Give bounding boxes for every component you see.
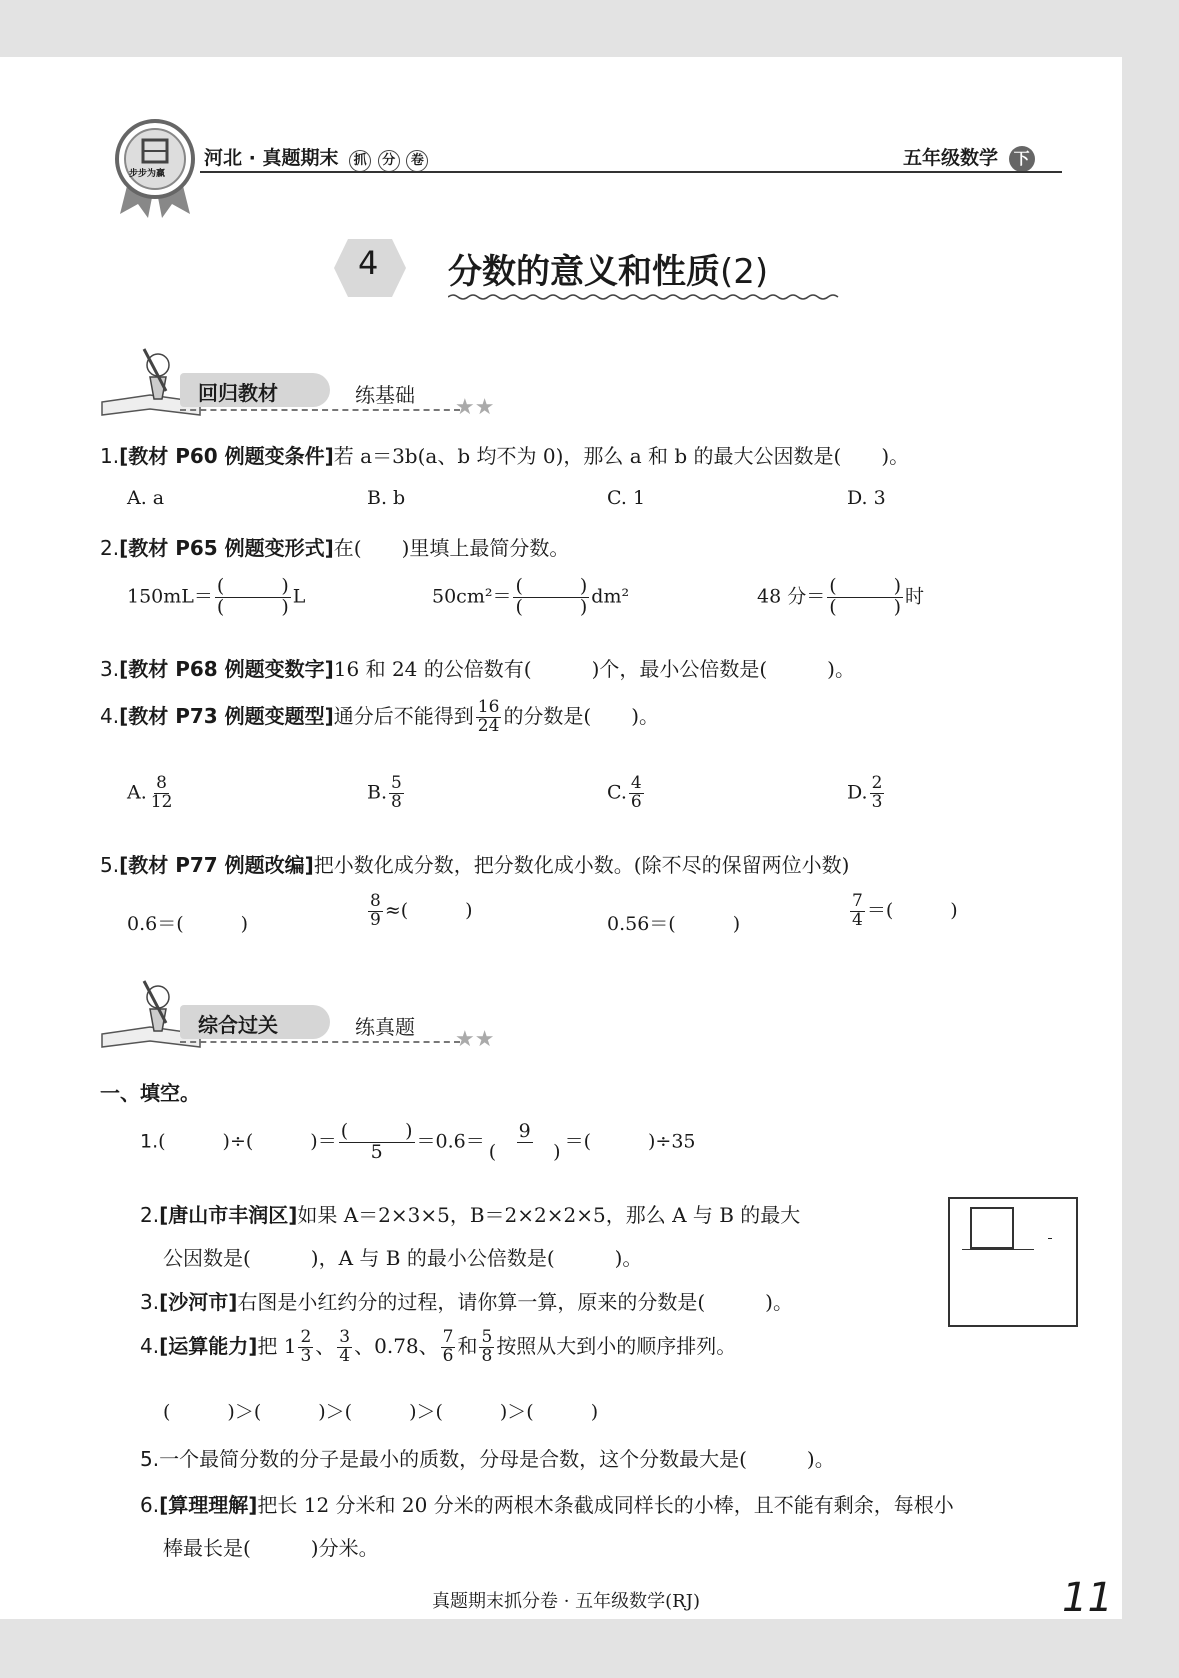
section1-sub: 练基础: [355, 383, 415, 407]
q1-option-a[interactable]: A. a: [127, 487, 165, 509]
chapter-title-underline: [448, 293, 844, 301]
question-2: 2.[教材 P65 例题变形式]在( )里填上最简分数。: [100, 536, 570, 560]
section1-label: 回归教材: [198, 381, 278, 405]
question-3: 3.[教材 P68 例题变数字]16 和 24 的公倍数有( )个，最小公倍数是( )。: [100, 657, 855, 681]
q4-option-d[interactable]: D. $\frac{2}{3}$: [847, 773, 883, 812]
section2-label: 综合过关: [198, 1013, 278, 1037]
section2-dashed-rule: [180, 1041, 460, 1043]
q1-option-b[interactable]: B. b: [367, 487, 406, 509]
chapter-title: 分数的意义和性质(2): [448, 252, 769, 292]
q2-item-1: 150mL＝ $\frac{( )}{( )}$ L: [127, 575, 306, 618]
blank-square[interactable]: [970, 1207, 1014, 1249]
figure-result: [1046, 1227, 1054, 1248]
fill-blank-1: 1.( )÷( )＝ $\frac{( )}{5}$ ＝0.6＝ $\frac{9}{( )}$ ＝( )÷35: [140, 1120, 696, 1163]
q1-option-d[interactable]: D. 3: [847, 487, 886, 509]
q4-option-b[interactable]: B. $\frac{5}{8}$: [367, 773, 402, 812]
section2-sub: 练真题: [355, 1015, 415, 1039]
grade-badge: 下: [1009, 146, 1035, 172]
footer-text: 真题期末抓分卷 · 五年级数学(RJ): [432, 1591, 700, 1612]
fill-blank-2: 2.[唐山市丰润区]如果 A＝2×3×5，B＝2×2×2×5，那么 A 与 B 的最大: [140, 1203, 801, 1227]
header-right-title: 五年级数学 下: [903, 143, 1035, 172]
header-left-title: 河北 · 真题期末 抓 分 卷: [204, 143, 428, 172]
q1-option-c[interactable]: C. 1: [607, 487, 646, 509]
part1-heading: 一、填空。: [100, 1081, 200, 1105]
q4-option-a[interactable]: A. $\frac{8}{12}$: [127, 773, 173, 812]
reduction-figure: [948, 1197, 1078, 1327]
fill-blank-3: 3.[沙河市]右图是小红约分的过程，请你算一算，原来的分数是( )。: [140, 1290, 793, 1314]
chapter-number: 4: [358, 244, 379, 282]
q5-item-1: 0.6＝( ): [127, 913, 249, 935]
star-icon-2: ★★: [455, 1027, 495, 1052]
q4-option-c[interactable]: C. $\frac{4}{6}$: [607, 773, 642, 812]
fill-blank-4: 4.[运算能力]把 1 $\frac{2}{3}$ 、 $\frac{3}{4}$ 、0.78、 $\frac{7}{6}$ 和 $\frac{5}{8}$ 按照从大到小的顺序排列。: [140, 1327, 737, 1366]
fill-blank-2-line2: 公因数是( )，A 与 B 的最小公倍数是( )。: [163, 1246, 643, 1270]
page-number: 11: [1062, 1575, 1113, 1621]
q5-item-4: $\frac{7}{4}$ ＝( ): [852, 891, 958, 930]
worksheet-page: [0, 57, 1122, 1619]
header-rule: [200, 171, 1062, 173]
section1-dashed-rule: [180, 409, 460, 411]
fill-blank-6-line2: 棒最长是( )分米。: [163, 1536, 379, 1560]
question-5: 5.[教材 P77 例题改编]把小数化成分数，把分数化成小数。(除不尽的保留两位小数): [100, 853, 850, 877]
fraction-bar: [962, 1249, 1034, 1250]
badge-text: 步步为赢: [129, 169, 166, 179]
q2-item-3: 48 分＝ $\frac{( )}{( )}$ 时: [757, 575, 925, 618]
q5-item-2: $\frac{8}{9}$ ≈( ): [370, 891, 473, 930]
question-4: 4.[教材 P73 例题变题型]通分后不能得到 $\frac{16}{24}$ 的分数是( )。: [100, 697, 660, 736]
star-icon: ★★: [455, 395, 495, 420]
fill-blank-5: 5.一个最简分数的分子是最小的质数，分母是合数，这个分数最大是( )。: [140, 1447, 835, 1471]
q2-item-2: 50cm²＝ $\frac{( )}{( )}$ dm²: [432, 575, 630, 618]
q5-item-3: 0.56＝( ): [607, 913, 741, 935]
fill-blank-4-answer[interactable]: ( )＞( )＞( )＞( )＞( ): [163, 1401, 599, 1423]
question-1: 1.[教材 P60 例题变条件]若 a＝3b(a、b 均不为 0)，那么 a 和 b 的最大公因数是( )。: [100, 444, 910, 468]
fill-blank-6: 6.[算理理解]把长 12 分米和 20 分米的两根木条截成同样长的小棒，且不能有剩余，每根小: [140, 1493, 954, 1517]
